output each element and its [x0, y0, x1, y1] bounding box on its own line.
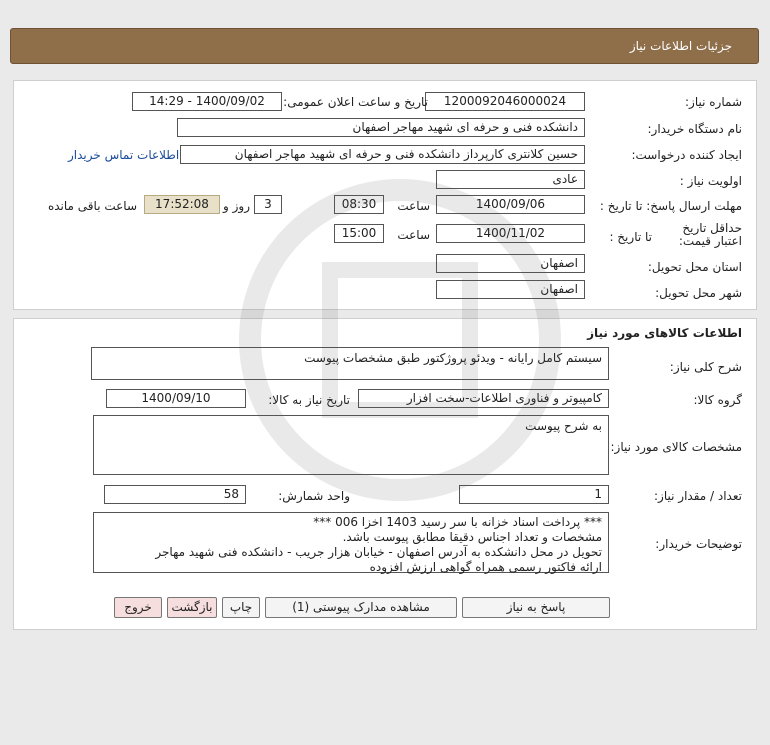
summary-field: سیستم کامل رایانه - ویدئو پروژکتور طبق مشخصات پیوست — [91, 347, 609, 380]
validity-date-field: 1400/11/02 — [436, 224, 585, 243]
page-header — [10, 28, 759, 64]
goods-section-title: اطلاعات کالاهای مورد نیاز — [587, 326, 742, 340]
reply-button[interactable]: پاسخ به نیاز — [462, 597, 610, 618]
specs-label: مشخصات کالای مورد نیاز: — [610, 440, 742, 454]
details-panel — [13, 80, 757, 310]
days-label: روز و — [223, 199, 250, 213]
back-button[interactable]: بازگشت — [167, 597, 217, 618]
group-field: کامپیوتر و فناوری اطلاعات-سخت افزار — [358, 389, 609, 408]
deadline-label: مهلت ارسال پاسخ: تا تاریخ : — [599, 199, 742, 213]
creator-field: حسین کلانتری کارپرداز دانشکده فنی و حرفه ای شهید مهاجر اصفهان — [180, 145, 585, 164]
notes-label: توضیحات خریدار: — [655, 537, 742, 551]
province-label: استان محل تحویل: — [647, 260, 742, 274]
need-date-label: تاریخ نیاز به کالا: — [268, 393, 350, 407]
buyer-label: نام دستگاه خریدار: — [647, 122, 742, 136]
unit-field: 58 — [104, 485, 246, 504]
need-number-field: 1200092046000024 — [425, 92, 585, 111]
remaining-label: ساعت باقی مانده — [47, 199, 137, 213]
unit-label: واحد شمارش: — [278, 489, 350, 503]
validity-to-label: تا تاریخ : — [609, 230, 652, 244]
notes-line: تحویل در محل دانشکده به آدرس اصفهان - خیابان هزار جریب - دانشکده فنی شهید مهاجر — [155, 545, 602, 559]
announce-label: تاریخ و ساعت اعلان عمومی: — [283, 95, 428, 109]
creator-label: ایجاد کننده درخواست: — [631, 148, 742, 162]
remaining-time-field: 17:52:08 — [144, 195, 220, 214]
view-attachments-button[interactable]: مشاهده مدارک پیوستی (1) — [265, 597, 457, 618]
province-field: اصفهان — [436, 254, 585, 273]
buyer-field: دانشکده فنی و حرفه ای شهید مهاجر اصفهان — [177, 118, 585, 137]
buyer-contact-link[interactable]: اطلاعات تماس خریدار — [68, 148, 180, 162]
notes-line: *** پرداخت اسناد خزانه با سر رسید 1403 اخزا 006 *** — [313, 515, 602, 529]
buyer-notes-field — [93, 512, 609, 573]
quantity-label: تعداد / مقدار نیاز: — [654, 489, 742, 503]
group-label: گروه کالا: — [693, 393, 742, 407]
notes-line: ارائه فاکتور رسمی همراه گواهی ارزش افزوده — [369, 560, 602, 574]
summary-label: شرح کلی نیاز: — [669, 360, 742, 374]
validity-label: حداقل تاریخ اعتبار قیمت: — [678, 221, 742, 248]
validity-time-label: ساعت — [397, 228, 430, 242]
deadline-time-field: 08:30 — [334, 195, 384, 214]
quantity-field: 1 — [459, 485, 609, 504]
deadline-date-field: 1400/09/06 — [436, 195, 585, 214]
city-label: شهر محل تحویل: — [655, 286, 742, 300]
priority-label: اولویت نیاز : — [679, 174, 742, 188]
city-field: اصفهان — [436, 280, 585, 299]
validity-time-field: 15:00 — [334, 224, 384, 243]
announce-datetime-field: 1400/09/02 - 14:29 — [132, 92, 282, 111]
exit-button[interactable]: خروج — [114, 597, 162, 618]
notes-line: مشخصات و تعداد اجناس دقیقا مطابق پیوست باشد. — [342, 530, 602, 544]
specs-field: به شرح پیوست — [93, 415, 609, 475]
deadline-time-label: ساعت — [397, 199, 430, 213]
days-field: 3 — [254, 195, 282, 214]
print-button[interactable]: چاپ — [222, 597, 260, 618]
need-date-field: 1400/09/10 — [106, 389, 246, 408]
page-title: جزئیات اطلاعات نیاز — [629, 39, 732, 53]
need-number-label: شماره نیاز: — [685, 95, 742, 109]
priority-field: عادی — [436, 170, 585, 189]
